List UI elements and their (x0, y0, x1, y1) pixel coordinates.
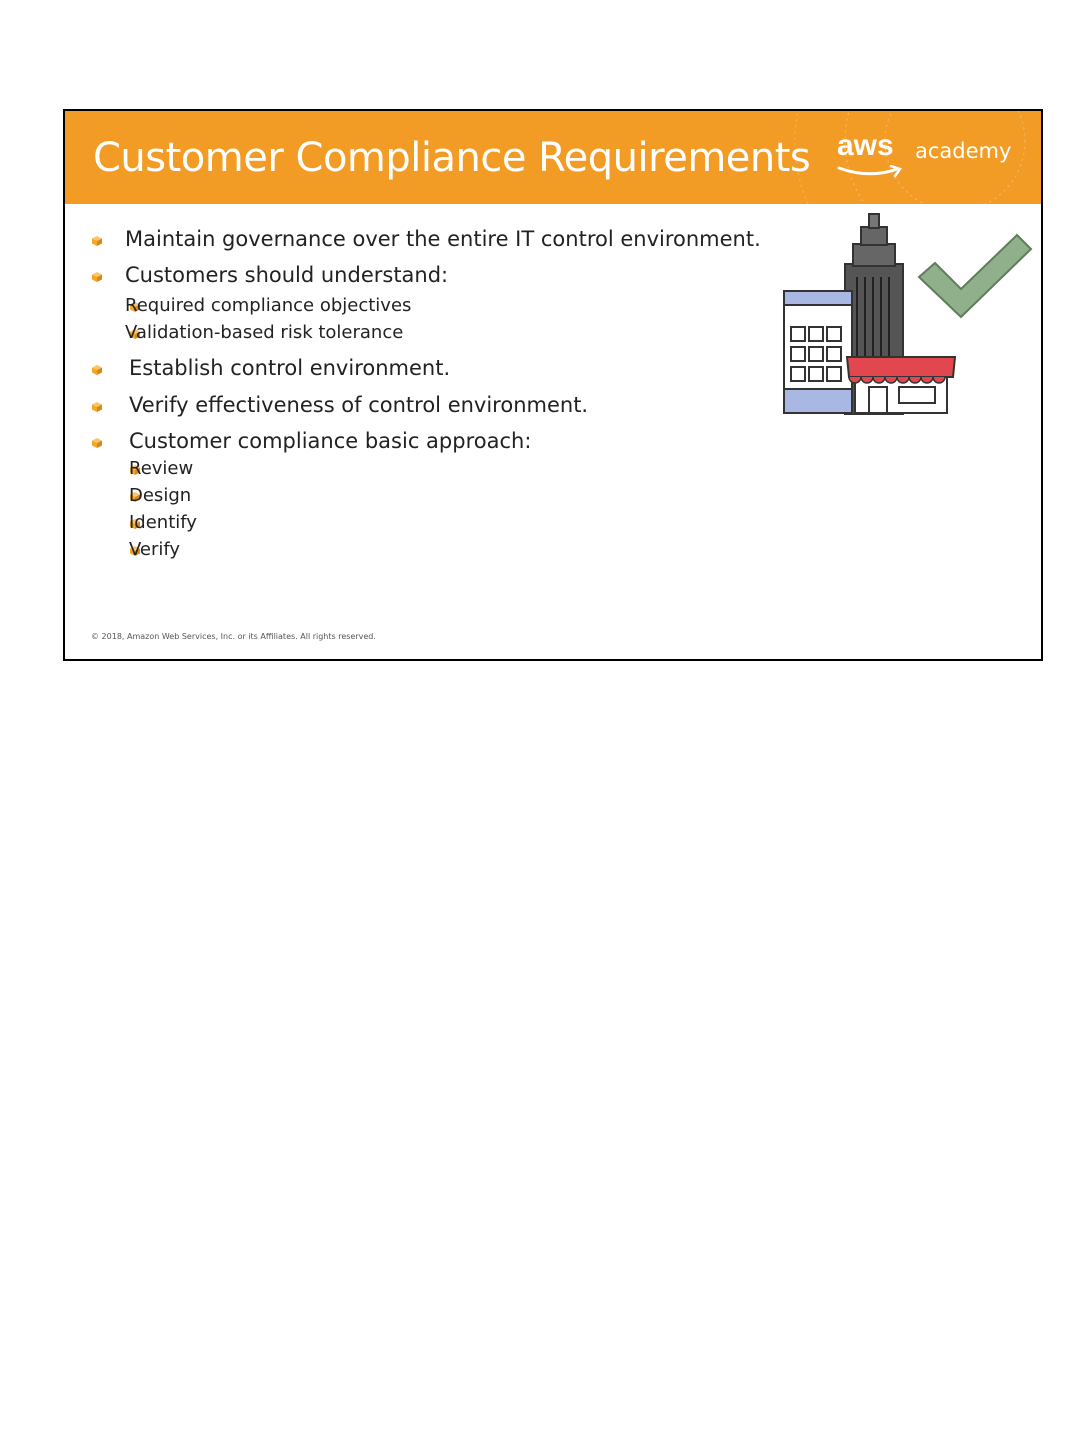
slide-title: Customer Compliance Requirements (93, 135, 811, 181)
aws-cube-bullet-icon (91, 271, 103, 283)
aws-cube-bullet-icon (91, 437, 103, 449)
bullet-text: Maintain governance over the entire IT control environment. (125, 227, 761, 251)
checkmark-icon (919, 235, 1031, 317)
slide (63, 109, 1043, 661)
bullet-text: Customer compliance basic approach: (129, 429, 532, 453)
aws-cube-bullet-icon (91, 235, 103, 247)
copyright-footer: © 2018, Amazon Web Services, Inc. or its Affiliates. All rights reserved. (91, 632, 376, 641)
bullet-text: Verify (129, 539, 181, 560)
bullet-text: Design (129, 485, 192, 506)
aws-cube-bullet-icon (91, 401, 103, 413)
aws-cube-bullet-icon (91, 364, 103, 376)
aws-academy-logo (837, 129, 1012, 189)
bullet-text: Required compliance objectives (125, 295, 412, 316)
buildings-illustration (777, 209, 1037, 419)
aws-smile-icon (837, 165, 907, 179)
bullet-text: Verify effectiveness of control environment. (129, 393, 589, 417)
bullet-text: Validation-based risk tolerance (125, 322, 404, 343)
bullet-text: Identify (129, 512, 197, 533)
title-banner (65, 111, 1041, 204)
bullet-text: Establish control environment. (129, 356, 451, 380)
bullet-text: Review (129, 458, 194, 479)
logo-aws-text: aws (837, 129, 894, 162)
bullet-text: Customers should understand: (125, 263, 449, 287)
logo-academy-text: academy (915, 139, 1012, 163)
